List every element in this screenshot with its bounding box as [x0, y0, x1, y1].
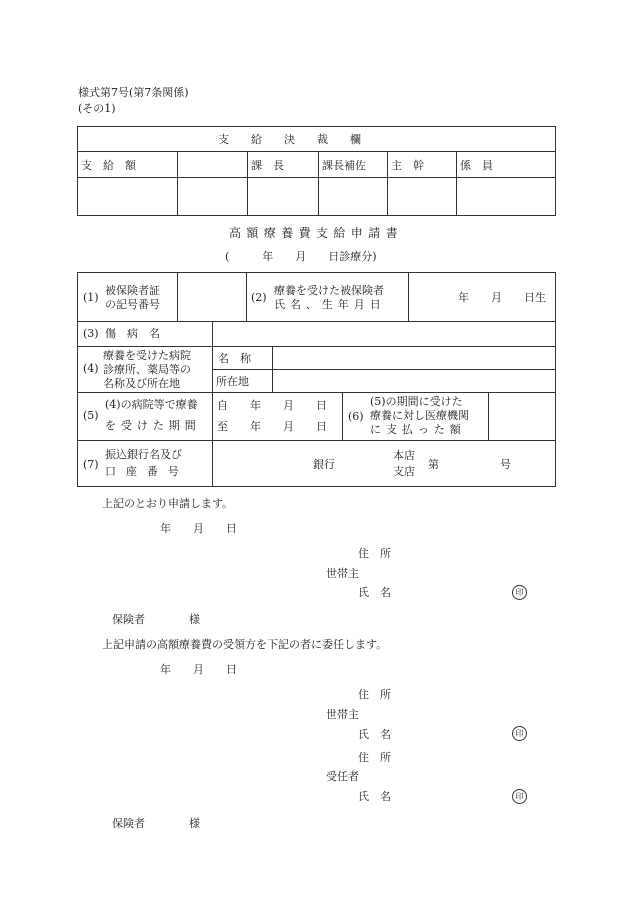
head-office: 本店	[393, 449, 415, 462]
hospital-name-label: 名 称	[218, 352, 251, 365]
birth-date: 年 月 日生	[458, 291, 546, 304]
insurance-card-label: 被保険者証	[105, 284, 160, 297]
form-title: 高額療養費支給申請書	[229, 226, 404, 240]
account-no-suffix: 号	[500, 458, 511, 471]
delegation-date: 年 月 日	[160, 663, 237, 676]
form-part: (その1)	[78, 102, 116, 115]
item-2-number: (2)	[251, 291, 267, 304]
insurance-card-label-2: の記号番号	[105, 298, 160, 311]
approval-title: 支 給 決 裁 欄	[218, 133, 361, 146]
hospital-address-label: 所在地	[216, 375, 249, 388]
amount-paid-label-2: 療養に対し医療機関	[370, 409, 469, 422]
item-7-number: (7)	[83, 458, 99, 471]
hospital-label-3: 名称及び所在地	[103, 377, 180, 390]
col-deputy-chief: 課長補佐	[322, 159, 366, 172]
seal-icon: 印	[512, 789, 527, 804]
bank-suffix: 銀行	[313, 458, 335, 471]
period-from: 自 年 月 日	[217, 399, 327, 412]
item-3-number: (3)	[83, 327, 99, 340]
item-6-number: (6)	[348, 410, 364, 423]
item-5-number: (5)	[83, 409, 99, 422]
household-head-label: 世帯主	[326, 567, 359, 580]
col-supervisor: 主 幹	[391, 159, 424, 172]
col-staff: 係 員	[460, 159, 493, 172]
branch-office: 支店	[393, 465, 415, 478]
delegation-statement: 上記申請の高額療養費の受領方を下記の者に委任します。	[102, 638, 388, 651]
bank-label: 振込銀行名及び	[105, 448, 182, 461]
amount-paid-label: (5)の期間に受けた	[370, 395, 463, 408]
col-payment-amount: 支 給 額	[81, 159, 136, 172]
form-number: 様式第7号(第7条関係)	[78, 86, 189, 99]
hospital-label-2: 診療所、薬局等の	[103, 363, 191, 376]
agent-label: 受任者	[326, 770, 359, 783]
period-to: 至 年 月 日	[217, 420, 327, 433]
treatment-period-label-2: を受けた期間	[105, 419, 201, 432]
col-section-chief: 課 長	[251, 159, 284, 172]
amount-paid-label-3: に支払った額	[370, 423, 466, 436]
agent-name-label: 氏 名	[358, 790, 391, 803]
seal-icon: 印	[512, 726, 527, 741]
item-4-number: (4)	[83, 362, 99, 375]
applicant-address-label: 住 所	[358, 547, 391, 560]
delegation-insurer-addressee: 保険者 様	[112, 817, 200, 830]
seal-icon: 印	[512, 585, 527, 600]
delegator-address-label: 住 所	[358, 688, 391, 701]
agent-address-label: 住 所	[358, 751, 391, 764]
treatment-period: ( 年 月 日診療分)	[225, 250, 377, 263]
bank-label-2: 口座番号	[105, 465, 189, 478]
disease-name-label: 傷 病 名	[105, 327, 160, 340]
delegator-name-label: 氏 名	[358, 728, 391, 741]
item-1-number: (1)	[83, 291, 99, 304]
hospital-label: 療養を受けた病院	[103, 349, 191, 362]
treatment-period-label: (4)の病院等で療養	[105, 398, 198, 411]
insured-person-label: 療養を受けた被保険者	[274, 284, 384, 297]
applicant-name-label: 氏 名	[358, 586, 391, 599]
account-no-prefix: 第	[428, 458, 439, 471]
insurer-addressee: 保険者 様	[112, 613, 200, 626]
insured-person-label-2: 氏名、生年月日	[274, 298, 386, 311]
delegator-head-label: 世帯主	[326, 708, 359, 721]
application-statement: 上記のとおり申請します。	[102, 497, 234, 510]
application-date: 年 月 日	[160, 522, 237, 535]
